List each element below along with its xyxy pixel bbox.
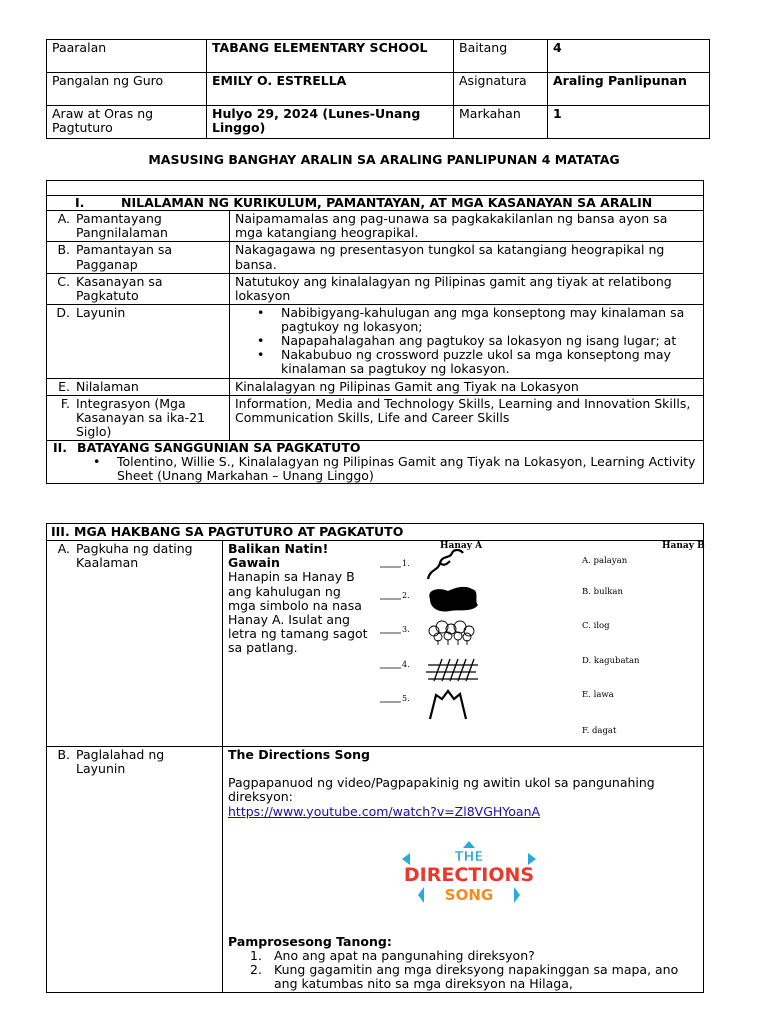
curriculum-row: E. Nilalaman Kinalalagyan ng Pilipinas Gamit ang Tiyak na Lokasyon [47, 378, 704, 395]
row-label: Pamantayan sa Pagganap [76, 242, 173, 272]
rice-field-icon [426, 659, 478, 681]
section-heading-row [47, 196, 704, 211]
hanay-b-title: Hanay B [662, 541, 705, 552]
questions-list [228, 949, 698, 991]
header-value: Araling Panlipunan [548, 73, 710, 106]
row-label: Pagkuha ng dating Kaalaman [76, 541, 193, 571]
procedure-table [46, 523, 704, 993]
spacer-row [47, 181, 704, 196]
section-number: I. [75, 195, 85, 210]
song-description: Pagpapanuod ng video/Pagpapakinig ng awitin ukol sa pangunahing direksyon: [228, 775, 655, 805]
objectives-list [235, 306, 698, 377]
hanay-a-item: 2. [402, 591, 410, 601]
page-title: MASUSING BANGHAY ARALIN SA ARALING PANLIPUNAN 4 MATATAG [148, 152, 620, 167]
directions-song-logo [394, 841, 544, 909]
row-label: Kasanayan sa Pagkatuto [76, 273, 163, 303]
list-item: 2. Kung gagamitin ang mga direksyong napakinggan sa mapa, ano ang katumbas nito sa mga direksyon na Hilaga, [250, 961, 679, 991]
curriculum-table [46, 180, 704, 484]
row-label: Nilalaman [76, 378, 139, 394]
header-row-teacher [47, 73, 710, 106]
header-table [46, 39, 710, 139]
hanay-a-item: 3. [402, 625, 410, 635]
hanay-b-item: A. palayan [582, 556, 628, 567]
header-label: Paaralan [47, 40, 207, 73]
list-item: • Nabibigyang-kahulugan ang mga konseptong may kinalaman sa pagtukoy ng lokasyon; [257, 306, 698, 334]
hanay-b-item: F. dagat [582, 726, 617, 737]
header-label: Araw at Oras ng Pagtuturo [47, 106, 207, 139]
curriculum-row: B. Pamantayan sa Pagganap Nakagagawa ng presentasyon tungkol sa katangiang heograpikal ng bansa. [47, 242, 704, 273]
video-link[interactable]: https://www.youtube.com/watch?v=Zl8VGHYoanA [228, 803, 541, 819]
row-value: Naipamamalas ang pag-unawa sa pagkakakilanlan ng bansa ayon sa mga katangiang heograpikal. [230, 211, 704, 242]
objectives-cell [230, 304, 704, 378]
section-heading: BATAYANG SANGGUNIAN SA PAGKATUTO [77, 440, 361, 455]
hanay-a-item: 1. [402, 559, 410, 569]
forest-icon [429, 621, 474, 645]
river-icon [428, 550, 463, 579]
questions-title: Pamprosesong Tanong: [228, 933, 392, 949]
section-heading: III. MGA HAKBANG SA PAGTUTURO AT PAGKATUTO [47, 524, 704, 541]
hanay-b-item: D. kagubatan [582, 656, 640, 667]
section-number: II. [53, 440, 68, 455]
hanay-a-item: 4. [402, 660, 410, 670]
header-value: 1 [548, 106, 710, 139]
logo-text-song: SONG [444, 885, 494, 904]
lake-icon [429, 587, 478, 612]
curriculum-row: C. Kasanayan sa Pagkatuto Natutukoy ang kinalalagyan ng Pilipinas gamit ang tiyak at relatibong lokasyon [47, 273, 704, 304]
row-value: Kinalalagyan ng Pilipinas Gamit ang Tiyak na Lokasyon [230, 378, 704, 395]
list-item: • Tolentino, Willie S., Kinalalagyan ng Pilipinas Gamit ang Tiyak na Lokasyon, Learning Activity Sheet (Unang Markahan – Unang Linggo) [93, 455, 703, 483]
header-row-date [47, 106, 710, 139]
hanay-a-item: 5. [402, 694, 410, 704]
song-title: The Directions Song [228, 747, 370, 763]
step-b-content [223, 747, 704, 993]
activity-instructions: Hanapin sa Hanay B ang kahulugan ng mga simbolo na nasa Hanay A. Isulat ang letra ng tamang sagot sa patlang. [228, 569, 368, 655]
header-label: Pangalan ng Guro [47, 73, 207, 106]
row-label: Paglalahad ng Layunin [76, 747, 165, 777]
logo-text-directions: DIRECTIONS [403, 863, 535, 886]
header-value: Hulyo 29, 2024 (Lunes-Unang Linggo) [207, 106, 454, 139]
header-value: TABANG ELEMENTARY SCHOOL [207, 40, 454, 73]
header-label: Asignatura [454, 73, 548, 106]
list-item: 1. Ano ang apat na pangunahing direksyon? [250, 947, 535, 963]
hanay-b-item: E. lawa [582, 690, 614, 701]
row-label: Integrasyon (Mga Kasanayan sa ika-21 Siglo) [76, 395, 206, 439]
row-label: Layunin [76, 304, 126, 320]
row-value: Information, Media and Technology Skills, Learning and Innovation Skills, Communication Skills, Life and Career Skills [230, 395, 704, 440]
row-value: Natutukoy ang kinalalagyan ng Pilipinas gamit ang tiyak at relatibong lokasyon [230, 273, 704, 304]
reference-list [47, 455, 703, 483]
row-value: Nakagagawa ng presentasyon tungkol sa katangiang heograpikal ng bansa. [230, 242, 704, 273]
header-label: Baitang [454, 40, 548, 73]
header-value: 4 [548, 40, 710, 73]
section-heading: NILALAMAN NG KURIKULUM, PAMANTAYAN, AT MGA KASANAYAN SA ARALIN [121, 195, 653, 210]
curriculum-row: F. Integrasyon (Mga Kasanayan sa ika-21 Siglo) Information, Media and Technology Skills, Learning and Innovation Skills, Communication Skills, Life and Career Skills [47, 395, 704, 440]
volcano-icon [430, 691, 466, 719]
hanay-b-item: C. ilog [582, 621, 610, 632]
header-label: Markahan [454, 106, 548, 139]
section-heading-row [47, 524, 704, 541]
section-heading-row [47, 441, 704, 484]
curriculum-row: A. Pamantayang Pangnilalaman Naipamamalas ang pag-unawa sa pagkakakilanlan ng bansa ayon sa mga katangiang heograpikal. [47, 211, 704, 242]
step-row: A. Pagkuha ng dating Kaalaman Balikan Natin! Gawain Hanapin sa Hanay B ang kahulugan ng mga simbolo na nasa Hanay A. Isulat ang letra ng tamang sagot sa patlang. Hanay A Hanay B 1. 2. 3. 4. 5. A. palayan B. bulkan C. ilog D. kagubatan E. lawa F. dagat [47, 541, 704, 747]
step-a-content [223, 541, 704, 747]
curriculum-row: D. Layunin • Nabibigyang-kahulugan ang mga konseptong may kinalaman sa pagtukoy ng lokasyon; • Napapahalagahan ang pagtukoy sa lokasyon ng isang lugar; at • Nakabubuo ng crossword puzzle ukol sa mga konseptong may kinalaman sa pagtukoy ng lokasyon. [47, 304, 704, 378]
list-item: • Nakabubuo ng crossword puzzle ukol sa mga konseptong may kinalaman sa pagtukoy ng lokasyon. [257, 348, 698, 376]
header-value: EMILY O. ESTRELLA [207, 73, 454, 106]
hanay-b-item: B. bulkan [582, 587, 623, 598]
activity-title: Balikan Natin! Gawain [228, 541, 329, 571]
logo-text-the: THE [454, 849, 484, 865]
row-label: Pamantayang Pangnilalaman [76, 211, 168, 241]
step-row: B. Paglalahad ng Layunin The Directions Song Pagpapanuod ng video/Pagpapakinig ng awitin ukol sa pangunahing direksyon: https://www.youtube.com/watch?v=Zl8VGHYoanA THE DIRECTIONS SONG Pamprosesong Tanong: 1. Ano ang apat na pangunahing direksyon? 2. Kung gagamitin ang mga direksyong napakinggan sa mapa, ano ang katumbas nito sa mga direksyon na Hilaga, [47, 747, 704, 993]
header-row-school [47, 40, 710, 73]
hanay-a-title: Hanay A [440, 541, 483, 552]
list-item: • Napapahalagahan ang pagtukoy sa lokasyon ng isang lugar; at [257, 334, 698, 348]
